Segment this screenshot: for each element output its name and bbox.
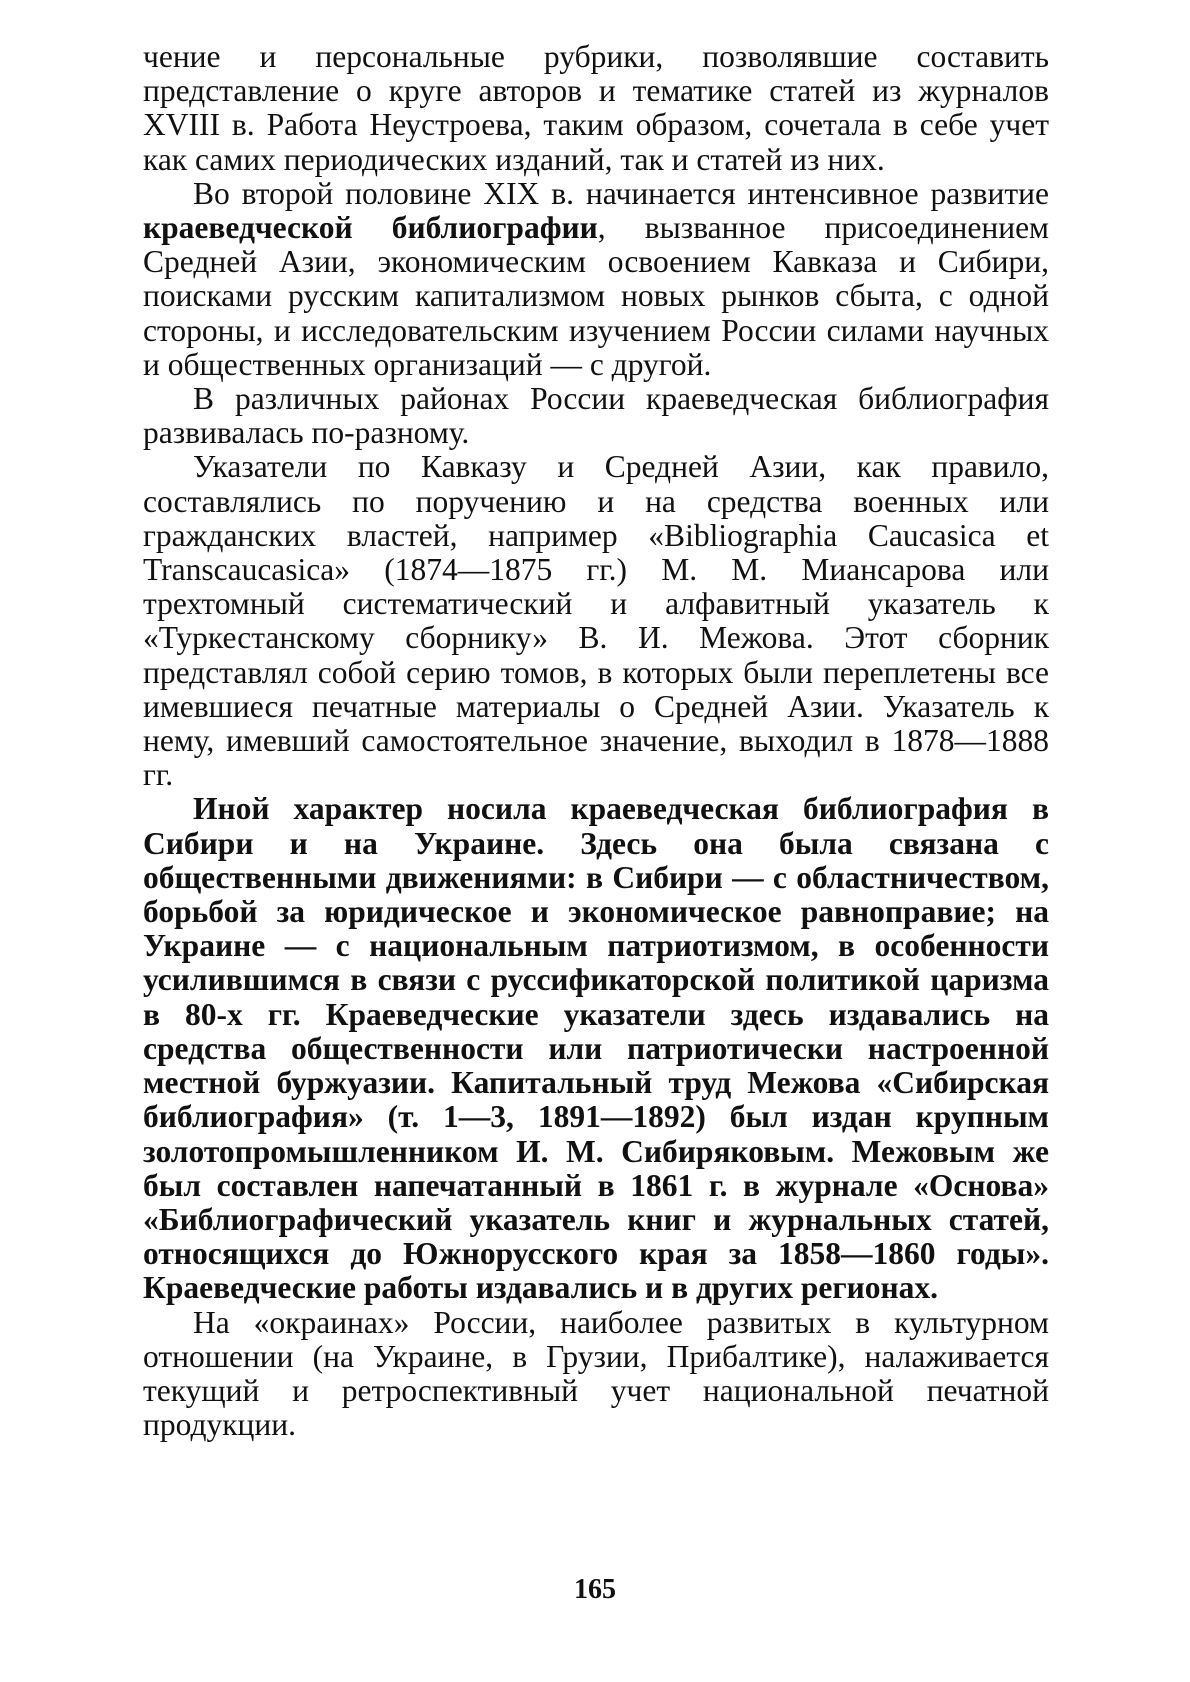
paragraph-siberia-ukraine: Иной характер носила краеведческая библиография в Сибири и на Украине. Здесь она была связана с общественными движениями: в Сибири — с областничеством, борьбой за юридическое и экономическое равноправие; на Украине — с национальным патриотизмом, в особенности усилившимся в связи с руссификаторской политикой царизма в 80-х гг. Краеведческие указатели здесь издавались на средства общественности или патриотически настроенной местной буржуазии. Капитальный труд Межова «Сибирская библиография» (т. 1—3, 1891—1892) был издан крупным золотопромышленником И. М. Сибиряковым. Межовым же был составлен напечатанный в 1861 г. в журнале «Основа» «Библиографический указатель книг и журнальных статей, относящихся до Южнорусского края за 1858—1860 годы». Краеведческие работы издавались и в других регионах. xyxy=(143,791,1049,1306)
paragraph-national-periphery: На «окраинах» России, наиболее развитых в культурном отношении (на Украине, в Грузии, Прибалтике), налаживается текущий и ретроспективный учет национальной печатной продукции. xyxy=(143,1304,1049,1443)
paragraph-caucasus-central-asia: Указатели по Кавказу и Средней Азии, как правило, составлялись по поручению и на средства военных или гражданских властей, например «Bibliographia Caucasica et Transcaucasica» (1874—1875 гг.) М. М. Миансарова или трехтомный систематический и алфавитный указатель к «Туркестанскому сборнику» В. И. Межова. Этот сборник представлял собой серию томов, в которых были переплетены все имевшиеся печатные материалы о Средней Азии. Указатель к нему, имевший самостоятельное значение, выходил в 1878—1888 гг. xyxy=(143,449,1049,793)
paragraph-text-before-term: Во второй половине XIX в. начинается интенсивное развитие xyxy=(193,175,1049,211)
page-text xyxy=(143,40,1049,1442)
paragraph-regions: В различных районах России краеведческая библиография развивалась по-разному. xyxy=(143,381,1049,451)
paragraph-continuation: чение и персональные рубрики, позволявшие составить представление о круге авторов и тематике статей из журналов XVIII в. Работа Неустроева, таким образом, сочетала в себе учет как самих периодических изданий, так и статей из них. xyxy=(143,39,1049,177)
page-number: 165 xyxy=(574,1574,616,1605)
paragraph-text-after-term: , вызванное присоединением Средней Азии, экономическим освоением Кавказа и Сибири, поисками русским капитализмом новых рынков сбыта, с одной стороны, и исследовательским изучением России силами научных и общественных организаций — с другой. xyxy=(143,210,1049,382)
paragraph-regional-bibliography-intro xyxy=(143,177,1049,382)
term-regional-bibliography: краеведческой библиографии xyxy=(143,210,598,246)
